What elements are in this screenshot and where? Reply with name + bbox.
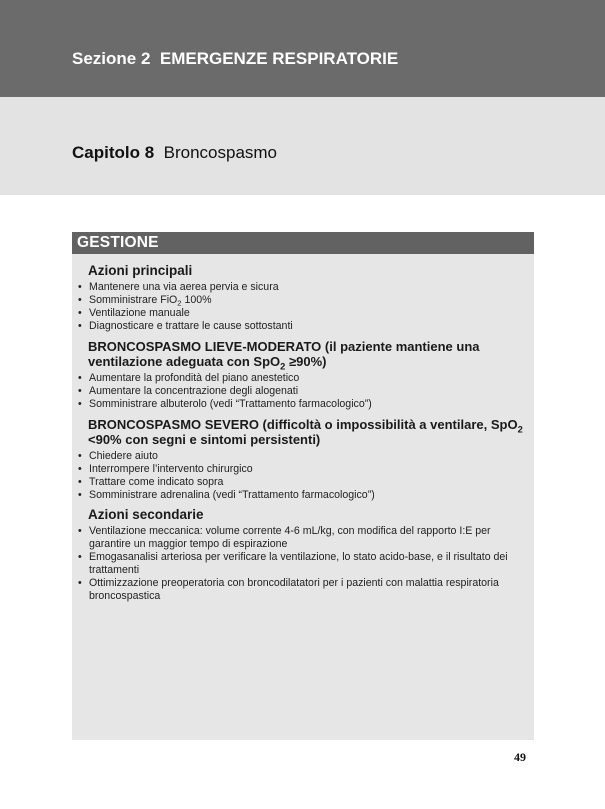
list-item: • Trattare come indicato sopra	[78, 476, 526, 489]
management-box	[72, 232, 534, 740]
chapter-label: Capitolo 8	[72, 143, 155, 162]
list-item: • Interrompere l’intervento chirurgico	[78, 463, 526, 476]
list-item: • Aumentare la profondità del piano anestetico	[78, 372, 526, 385]
mild-bronchospasm-list	[78, 372, 526, 411]
section-label: Sezione 2	[72, 49, 151, 68]
list-item: • Emogasanalisi arteriosa per verificare la ventilazione, lo stato acido-base, e il risultato dei trattamenti	[78, 551, 526, 577]
primary-actions-list	[78, 281, 526, 333]
box-content	[72, 254, 534, 603]
list-item: • Diagnosticare e trattare le cause sottostanti	[78, 320, 526, 333]
box-title: GESTIONE	[72, 232, 534, 254]
secondary-actions-list	[78, 525, 526, 603]
page-number: 49	[514, 750, 526, 764]
secondary-actions-heading: Azioni secondarie	[88, 507, 204, 522]
mild-bronchospasm-heading: BRONCOSPASMO LIEVE-MODERATO (il paziente mantiene una ventilazione adeguata con SpO$_2$ ≥90%)	[88, 339, 480, 372]
primary-actions-heading: Azioni principali	[88, 263, 193, 278]
severe-bronchospasm-list	[78, 450, 526, 502]
list-item: • Ventilazione manuale	[78, 307, 526, 320]
severe-bronchospasm-heading: BRONCOSPASMO SEVERO (difficoltà o impossibilità a ventilare, SpO$_2$ <90% con segni e sintomi persistenti)	[88, 417, 523, 447]
list-item: • Aumentare la concentrazione degli alogenati	[78, 385, 526, 398]
list-item: • Chiedere aiuto	[78, 450, 526, 463]
list-item: • Ventilazione meccanica: volume corrente 4-6 mL/kg, con modifica del rapporto I:E per garantire un maggior tempo di espirazione	[78, 525, 526, 551]
section-name: EMERGENZE RESPIRATORIE	[159, 49, 399, 68]
chapter-title	[72, 143, 277, 163]
list-item: • Somministrare FiO$_2$ 100%	[78, 294, 526, 307]
section-title	[72, 49, 398, 69]
list-item: • Mantenere una via aerea pervia e sicura	[78, 281, 526, 294]
chapter-name: Broncospasmo	[163, 143, 278, 162]
list-item: • Ottimizzazione preoperatoria con broncodilatatori per i pazienti con malattia respiratoria broncospastica	[78, 577, 526, 603]
list-item: • Somministrare adrenalina (vedi “Trattamento farmacologico”)	[78, 489, 526, 502]
list-item: • Somministrare albuterolo (vedi “Trattamento farmacologico”)	[78, 398, 526, 411]
